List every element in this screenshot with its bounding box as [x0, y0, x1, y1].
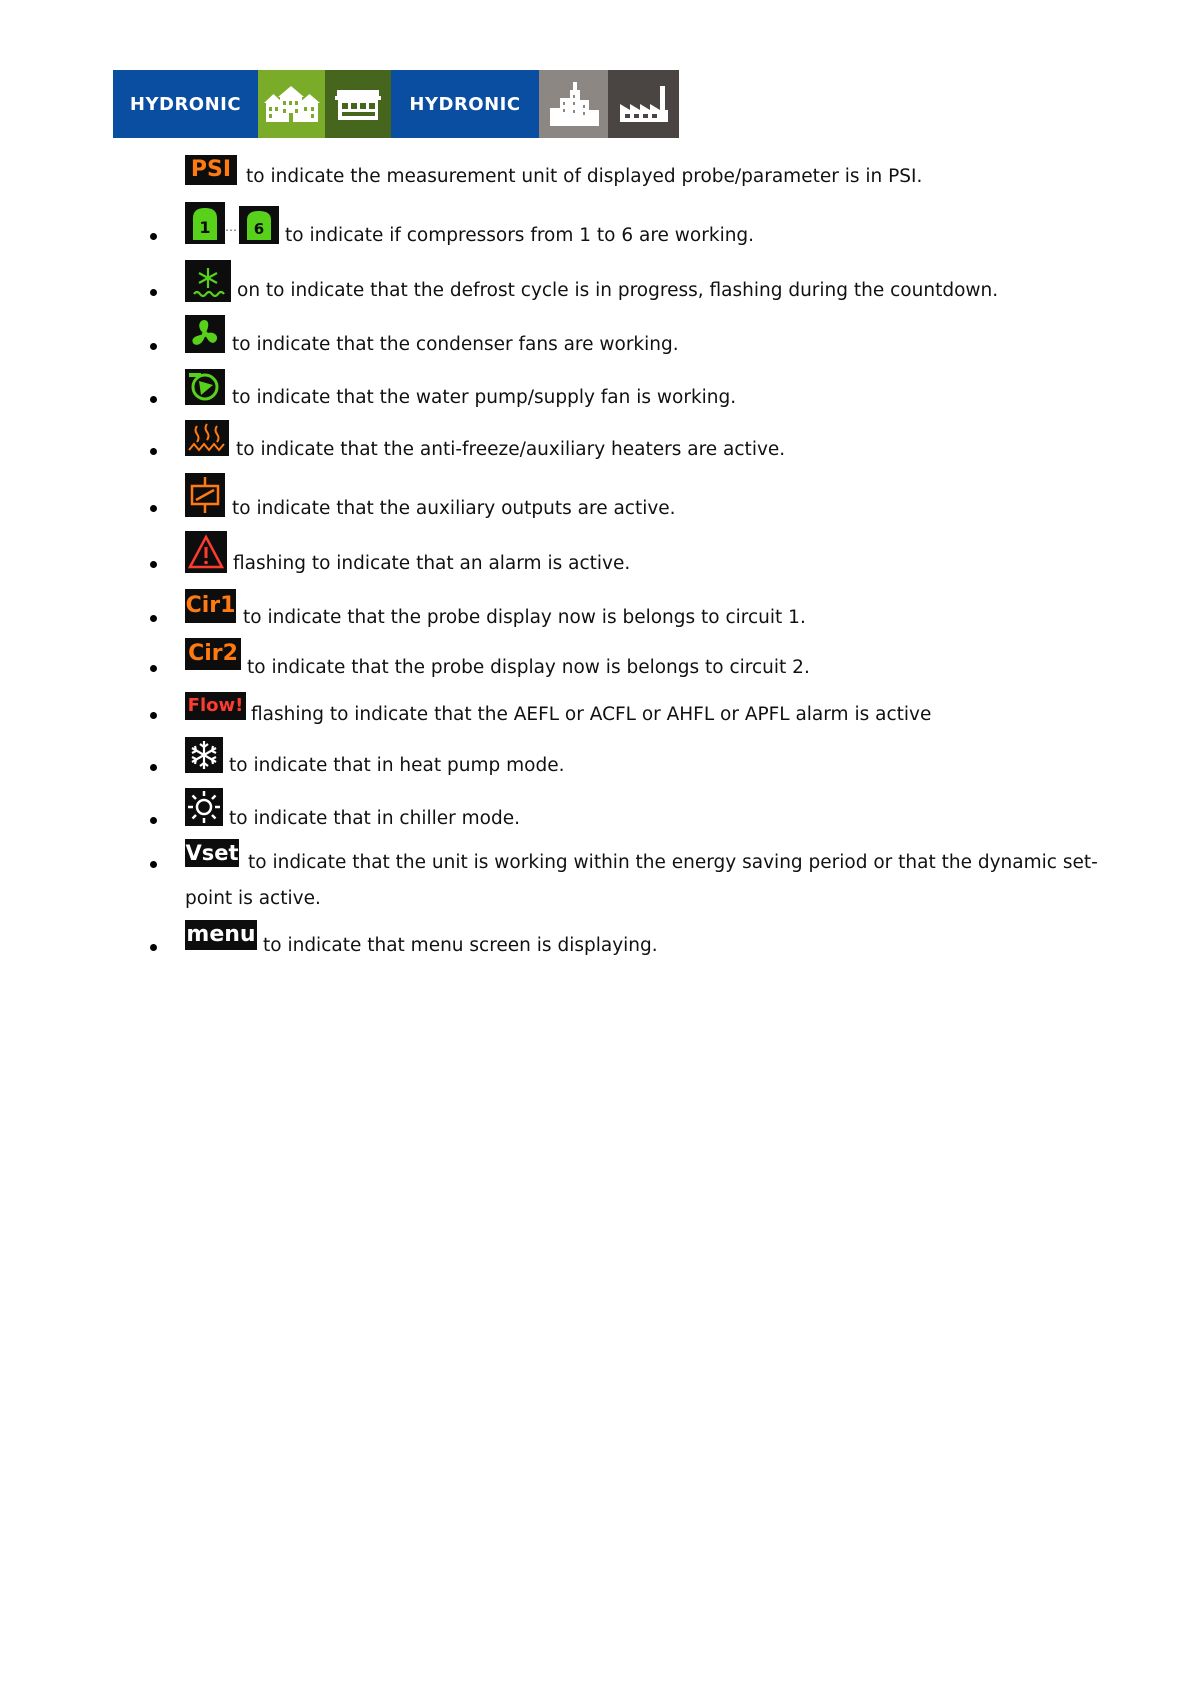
header-banner	[113, 70, 679, 138]
item-text: to indicate that the water pump/supply fan is working.	[232, 387, 737, 408]
factory-icon	[608, 70, 679, 138]
alarm-icon	[185, 531, 227, 573]
item-text: to indicate that the unit is working within the energy saving period or that the dynamic set-	[248, 852, 1098, 873]
item-text: to indicate if compressors from 1 to 6 are working.	[285, 225, 755, 246]
compressor-ellipsis: …	[225, 220, 237, 234]
bullet	[150, 289, 157, 296]
banner-label-right: HYDRONIC	[409, 93, 521, 115]
bullet	[150, 448, 157, 455]
list-item	[0, 200, 1190, 250]
sun-icon	[185, 788, 223, 826]
list-item	[0, 685, 1190, 735]
banner-hydronic-right	[391, 70, 539, 138]
banner-hydronic-left	[113, 70, 258, 138]
bullet	[150, 944, 157, 951]
list-item	[0, 258, 1190, 308]
banner-label-left: HYDRONIC	[129, 93, 242, 115]
list-item	[0, 530, 1190, 580]
list-item	[0, 418, 1190, 468]
item-text: flashing to indicate that an alarm is active.	[233, 553, 631, 574]
item-text: to indicate that the probe display now is belongs to circuit 2.	[247, 657, 810, 678]
list-item	[0, 918, 1190, 968]
bullet	[150, 817, 157, 824]
cir1-icon: Cir1	[185, 589, 236, 623]
pump-icon	[185, 369, 225, 405]
bullet	[150, 615, 157, 622]
item-text: to indicate that the auxiliary outputs are active.	[232, 498, 676, 519]
bullet	[150, 712, 157, 719]
bullet	[150, 861, 157, 868]
item-text: to indicate that the probe display now is belongs to circuit 1.	[243, 607, 806, 628]
list-item	[0, 583, 1190, 633]
bullet	[150, 233, 157, 240]
bullet	[150, 505, 157, 512]
list-item	[0, 787, 1190, 837]
item-text: to indicate that the condenser fans are working.	[232, 334, 679, 355]
list-item	[0, 313, 1190, 363]
svg-text:6: 6	[253, 220, 265, 238]
list-item	[0, 473, 1190, 523]
defrost-icon	[185, 260, 231, 302]
bullet	[150, 561, 157, 568]
svg-text:1: 1	[199, 218, 211, 237]
vset-icon: Vset	[185, 839, 239, 867]
item-text-continued: point is active.	[185, 888, 321, 909]
auxiliary-output-icon	[185, 473, 225, 517]
compressor-6-icon	[239, 206, 279, 244]
city-building-icon	[539, 70, 608, 138]
item-text: to indicate that menu screen is displaying.	[263, 935, 658, 956]
list-item	[0, 367, 1190, 417]
psi-icon: PSI	[185, 155, 237, 185]
fan-icon	[185, 315, 225, 353]
snowflake-icon	[185, 737, 223, 773]
menu-icon: menu	[185, 920, 257, 950]
item-text: flashing to indicate that the AEFL or ACFL or AHFL or APFL alarm is active	[251, 704, 932, 725]
shop-icon	[325, 70, 391, 138]
houses-icon	[258, 70, 325, 138]
list-item	[0, 735, 1190, 785]
bullet	[150, 764, 157, 771]
compressor-1-icon	[185, 202, 225, 244]
item-text: to indicate that the anti-freeze/auxiliary heaters are active.	[236, 439, 786, 460]
list-item	[0, 836, 1190, 916]
item-text: to indicate the measurement unit of displayed probe/parameter is in PSI.	[246, 166, 923, 187]
bullet	[150, 665, 157, 672]
bullet	[150, 343, 157, 350]
flow-icon: Flow!	[185, 692, 246, 720]
heater-icon	[185, 420, 229, 456]
cir2-icon: Cir2	[185, 638, 241, 670]
item-text: on to indicate that the defrost cycle is in progress, flashing during the countdown.	[237, 280, 999, 301]
list-item	[0, 150, 1190, 200]
item-text: to indicate that in heat pump mode.	[229, 755, 565, 776]
list-item	[0, 632, 1190, 682]
bullet	[150, 396, 157, 403]
item-text: to indicate that in chiller mode.	[229, 808, 520, 829]
